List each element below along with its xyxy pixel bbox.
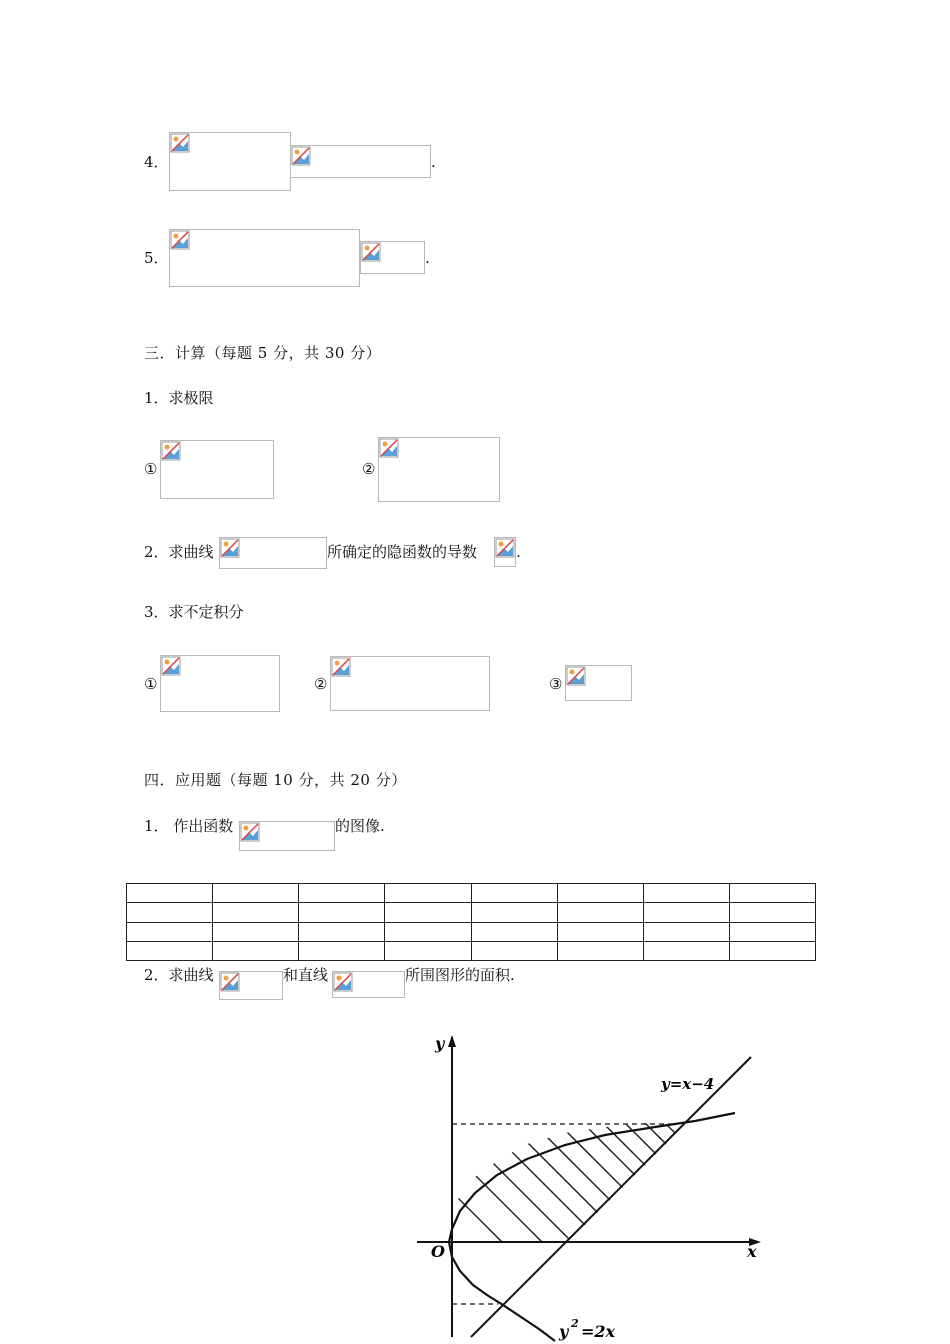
table-cell	[557, 941, 643, 960]
formula-image	[160, 655, 280, 712]
broken-image-icon	[220, 972, 240, 992]
table-row	[127, 884, 816, 903]
answer-table-body	[127, 884, 816, 961]
origin-label: O	[431, 1242, 445, 1261]
formula-image	[219, 537, 327, 569]
table-row	[127, 903, 816, 922]
hatch-lines	[425, 1103, 765, 1255]
item-number-4: 4．	[144, 153, 169, 171]
formula-image	[360, 241, 425, 274]
broken-image-icon	[170, 230, 190, 250]
item-end-punct: .	[431, 153, 436, 171]
table-cell	[643, 903, 729, 922]
answer-table	[126, 883, 816, 961]
question-text: 所围图形的面积.	[405, 966, 515, 984]
x-axis-label: x	[747, 1242, 757, 1261]
question-label: 2．求曲线	[144, 966, 214, 984]
parabola-label-exp: 2	[571, 1317, 579, 1330]
formula-image	[239, 821, 335, 851]
broken-image-icon	[220, 538, 240, 558]
table-cell	[385, 884, 471, 903]
table-cell	[729, 903, 815, 922]
broken-image-icon	[495, 538, 515, 558]
table-cell	[127, 941, 213, 960]
broken-image-icon	[170, 133, 190, 153]
question-label: 2．求曲线	[144, 543, 214, 561]
table-cell	[557, 884, 643, 903]
question-text: 所确定的隐函数的导数	[327, 543, 478, 561]
section-heading: 四．应用题（每题 10 分，共 20 分）	[144, 771, 407, 789]
table-cell	[127, 922, 213, 941]
formula-image	[565, 665, 632, 701]
parabola-curve	[449, 1113, 735, 1341]
table-cell	[385, 922, 471, 941]
broken-image-icon	[361, 242, 381, 262]
area-figure	[405, 1025, 785, 1344]
parabola-label-rest: =2x	[581, 1322, 616, 1341]
broken-image-icon	[291, 146, 311, 166]
broken-image-icon	[161, 656, 181, 676]
table-cell	[729, 922, 815, 941]
formula-image	[330, 656, 490, 711]
sub-item-marker: ②	[314, 675, 328, 693]
formula-image	[494, 537, 516, 567]
y-axis-arrow	[448, 1035, 456, 1047]
formula-image	[169, 132, 291, 191]
question-label: 3．求不定积分	[144, 603, 244, 621]
table-cell	[729, 884, 815, 903]
sub-item-marker: ①	[144, 460, 158, 478]
line-curve	[471, 1057, 751, 1337]
table-cell	[385, 941, 471, 960]
table-cell	[471, 903, 557, 922]
table-cell	[213, 903, 299, 922]
question-text: 和直线	[283, 966, 329, 984]
sub-item-marker: ③	[549, 675, 563, 693]
question-text: 的图像.	[335, 817, 385, 835]
table-cell	[643, 884, 729, 903]
formula-image	[378, 437, 500, 502]
table-cell	[385, 903, 471, 922]
formula-image	[332, 971, 405, 998]
table-cell	[729, 941, 815, 960]
table-cell	[471, 941, 557, 960]
formula-image	[219, 971, 283, 1000]
item-number-5: 5．	[144, 249, 169, 267]
section-heading: 三．计算（每题 5 分，共 30 分）	[144, 344, 382, 362]
table-cell	[299, 903, 385, 922]
broken-image-icon	[333, 972, 353, 992]
broken-image-icon	[161, 441, 181, 461]
table-cell	[557, 922, 643, 941]
broken-image-icon	[379, 438, 399, 458]
parabola-label-base: y	[559, 1322, 569, 1341]
formula-image	[160, 440, 274, 499]
table-row	[127, 922, 816, 941]
table-cell	[213, 884, 299, 903]
table-cell	[643, 941, 729, 960]
item-end-punct: .	[425, 249, 430, 267]
table-cell	[127, 903, 213, 922]
table-cell	[557, 903, 643, 922]
question-label: 1． 作出函数	[144, 817, 234, 835]
broken-image-icon	[331, 657, 351, 677]
table-cell	[299, 884, 385, 903]
table-cell	[299, 922, 385, 941]
formula-image	[169, 229, 360, 287]
table-cell	[127, 884, 213, 903]
question-label: 1．求极限	[144, 389, 214, 407]
formula-image	[290, 145, 431, 178]
table-cell	[471, 922, 557, 941]
broken-image-icon	[566, 666, 586, 686]
sub-item-marker: ②	[362, 460, 376, 478]
y-axis-label: y	[435, 1034, 445, 1053]
line-equation-label: y=x−4	[661, 1075, 715, 1093]
table-cell	[213, 922, 299, 941]
item-end-punct: .	[516, 543, 521, 561]
table-cell	[299, 941, 385, 960]
broken-image-icon	[240, 822, 260, 842]
table-cell	[213, 941, 299, 960]
table-cell	[471, 884, 557, 903]
sub-item-marker: ①	[144, 675, 158, 693]
table-cell	[643, 922, 729, 941]
table-row	[127, 941, 816, 960]
